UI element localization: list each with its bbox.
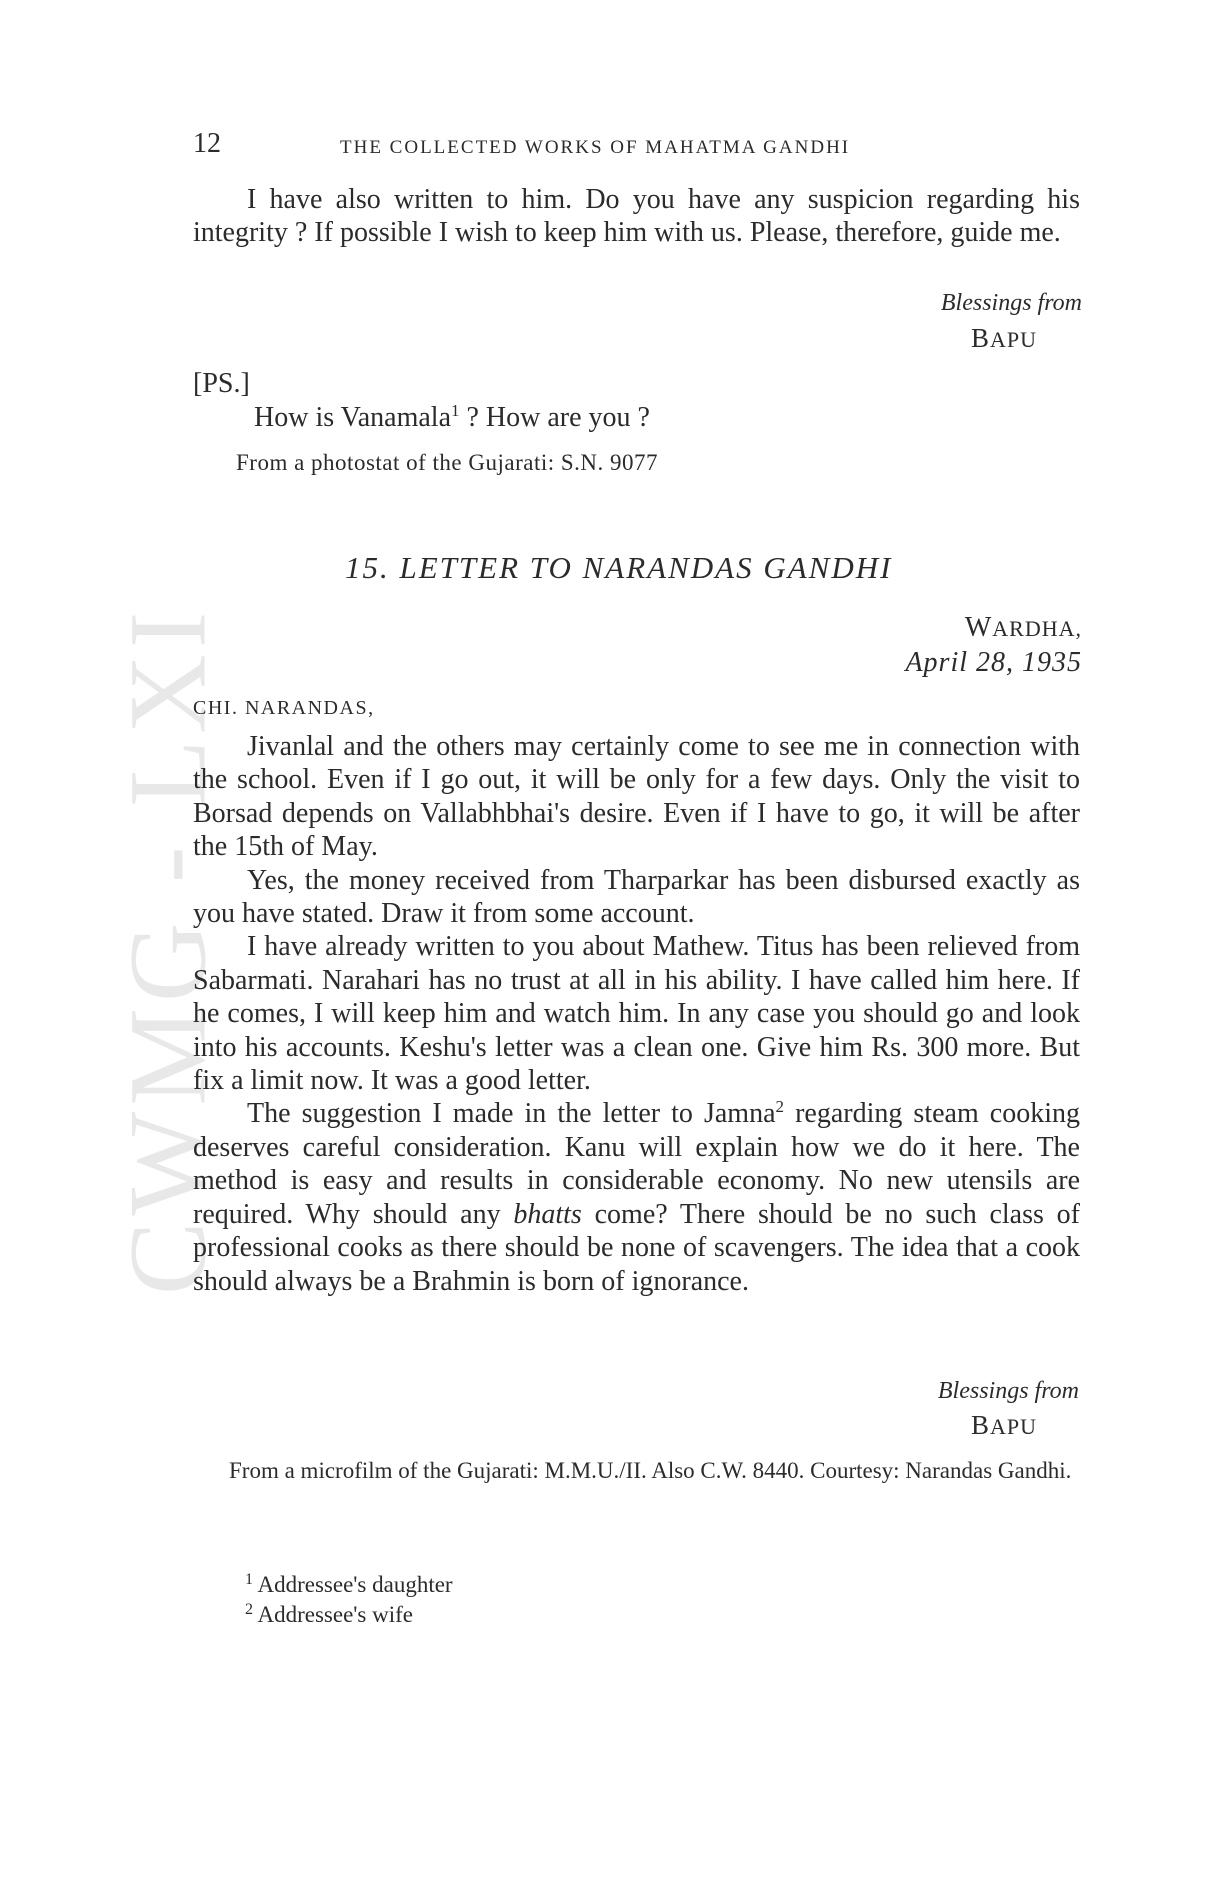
watermark: CWMG - LXI	[106, 605, 229, 1295]
prev-source: From a photostat of the Gujarati: S.N. 9077	[236, 450, 659, 475]
footnote-2: $^2$ Addressee's wife	[245, 1601, 413, 1627]
letter-place: WARDHA,	[964, 612, 1082, 643]
letter-paragraph: Jivanlal and the others may certainly come to see me in connection with the school. Even if I go out, it will be only for a few days. Only the visit to Borsad depends on Vallabhbhai's desire. Even if I have to go, it will be after the 15th of May.	[193, 731, 1080, 863]
letter-paragraph: The suggestion I made in the letter to Jamna$^2$ regarding steam cooking deserves careful consideration. Kanu will explain how we do it here. The method is easy and results in considerable economy. No new utensils are required. Why should any bhatts come? There should be no such class of professional cooks as there should be none of scavengers. The idea that a cook should always be a Brahmin is born of ignorance.	[193, 1097, 1080, 1297]
prev-letter-body	[193, 183, 1080, 250]
prev-letter-paragraph: I have also written to him. Do you have any suspicion regarding his integrity ? If possible I wish to keep him with us. Please, therefore, guide me.	[193, 184, 1080, 249]
page-number: 12	[193, 128, 221, 159]
footnote-1: $^1$ Addressee's daughter	[245, 1571, 453, 1597]
letter-paragraph: Yes, the money received from Tharparkar has been disbursed exactly as you have stated. Draw it from some account.	[193, 864, 1080, 930]
letter-closing: Blessings from	[937, 1378, 1079, 1404]
prev-closing: Blessings from	[940, 290, 1082, 316]
letter-date: April 28, 1935	[905, 647, 1082, 678]
footnote-mark: 1	[451, 401, 460, 420]
footnote-mark: 2	[775, 1097, 785, 1117]
salutation: CHI. NARANDAS,	[193, 697, 375, 719]
running-title: THE COLLECTED WORKS OF MAHATMA GANDHI	[340, 137, 851, 158]
ps-text: How is Vanamala$^1$ ? How are you ?	[254, 401, 650, 433]
letter-body	[193, 730, 1080, 1298]
letter-signature: BAPU	[970, 1410, 1037, 1440]
prev-signature: BAPU	[970, 323, 1037, 353]
ps-label: [PS.]	[193, 368, 250, 399]
letter-heading: 15. LETTER TO NARANDAS GANDHI	[345, 550, 893, 585]
letter-source: From a microfilm of the Gujarati: M.M.U./II. Also C.W. 8440. Courtesy: Narandas Gandhi.	[229, 1458, 1072, 1483]
letter-paragraph: I have already written to you about Mathew. Titus has been relieved from Sabarmati. Narahari has no trust at all in his ability. I have called him here. If he comes, I will keep him and watch him. In any case you should go and look into his accounts. Keshu's letter was a clean one. Give him Rs. 300 more. But fix a limit now. It was a good letter.	[193, 931, 1080, 1097]
